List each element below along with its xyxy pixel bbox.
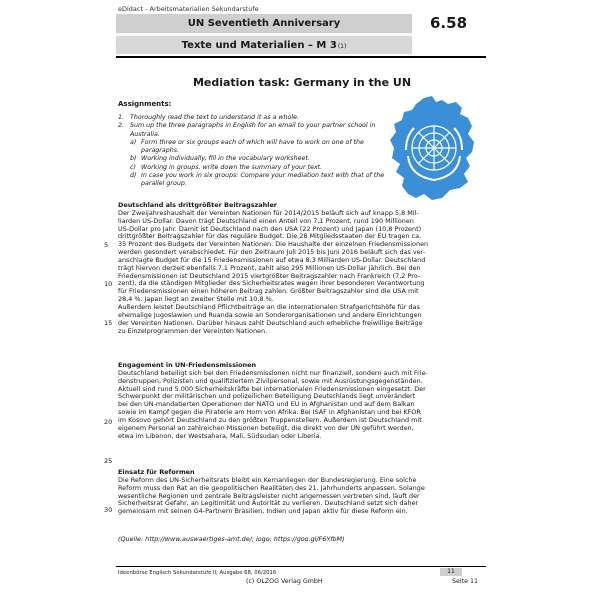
- assignment-subitem: b) Working individually, fill in the vocabulary worksheet.: [130, 155, 310, 163]
- line-number: 25: [104, 457, 113, 465]
- source-citation: (Quelle: http://www.auswaertiges-amt.de/; logo: https://goo.gl/F6YfbM): [118, 535, 345, 543]
- assignments-heading: Assignments:: [118, 100, 172, 108]
- publisher-label: eDidact - Arbeitsmaterialien Sekundarstufe: [118, 5, 259, 13]
- text-line: sowie im Kampf gegen die Piraterie am Horn von Afrika. Bei ISAF in Afghanistan und bei KFOR: [118, 409, 421, 417]
- text-line: für Friedensmissionen einen höheren Beitrag zahlen. Größter Beitragszahler sind die USA mit: [118, 288, 419, 296]
- text-line: 28,4 %. Japan liegt an zweiter Stelle mit 10,8 %.: [118, 296, 274, 304]
- text-line: 35 Prozent des Budgets der Vereinten Nationen. Die Haushalte der einzelnen Friedensmissionen: [118, 241, 429, 249]
- header-subtitle-bar: [116, 36, 412, 54]
- assignment-item: 2. Sum up the three paragraphs in English for an email to your partner school in Australia.: [118, 122, 376, 138]
- header-title-bar: [116, 14, 412, 33]
- assignment-item: 1. Thoroughly read the text to understand it as a whole.: [118, 114, 299, 121]
- text-line: gemeinsam mit seinen G4-Partnern Brasilien, Indien und Japan aktiv für diese Reform ein.: [118, 508, 408, 516]
- text-line: wesentliche Regionen und zentrale Beitragsleister nicht angemessen vertreten sind, läuft der: [118, 492, 420, 500]
- header-subtitle: Texte und Materialien – M 3: [181, 39, 337, 51]
- text-line: Reform muss den Rat an die geopolitischen Realitäten des 21. Jahrhunderts anpassen. Solange: [118, 484, 425, 492]
- footer-rule: [116, 566, 486, 567]
- text-line: trägt hiervon derzeit ebenfalls 7,1 Prozent, zahlt also 295 Millionen US-Dollar jährlich. Bei den: [118, 264, 421, 272]
- header-title: UN Seventieth Anniversary: [187, 18, 341, 29]
- page-code: 6.58: [430, 14, 468, 32]
- text-line: Sicherheitsrat Gefahr, an Legitimität und Autorität zu verlieren. Deutschland setzt sich daher: [118, 500, 419, 508]
- text-line: Deutschland beteiligt sich bei den Friedensmissionen nicht nur finanziell, sondern auch mit Frie-: [118, 369, 428, 377]
- text-line: im Kosovo gehört Deutschland zu den größten Truppenstellern. Außerdem ist Deutschland mit: [118, 416, 422, 424]
- text-line: zu Einzelprogrammen der Vereinten Nationen.: [118, 327, 268, 335]
- section-heading: Einsatz für Reformen: [118, 469, 195, 476]
- text-line: zent), da die ständigen Mitglieder des Sicherheitsrates wegen ihrer besonderen Verantwortung: [118, 280, 425, 288]
- text-line: denstruppen, Polizisten und qualifiziertem Zivilpersonal, sowie mit Ausrüstungsgegenständen.: [118, 377, 423, 385]
- section-heading: Engagement in UN-Friedensmissionen: [118, 362, 257, 369]
- text-line: Der Zweijahreshaushalt der Vereinten Nationen für 2014/2015 beläuft sich auf knapp 5,8 Mil-: [118, 209, 419, 217]
- text-line: anschlagte Budget für die 15 Friedensmissionen auf etwa 8,3 Milliarden US-Dollar. Deutschland: [118, 256, 426, 264]
- section-heading: Deutschland als drittgrößter Beitragszahler: [118, 202, 277, 209]
- text-line: Die Reform des UN-Sicherheitsrats bleibt ein Kernanliegen der Bundesregierung. Eine solche: [118, 476, 417, 484]
- text-line: Aktuell sind rund 5.000 Sicherheitskräfte bei internationalen Friedensmissionen eingesetzt. Der: [118, 385, 426, 393]
- text-line: Friedensmissionen ist Deutschland 2015 viertgrößter Beitragszahler nach Frankreich (7,2 Pro-: [118, 272, 421, 280]
- assignments-list: [118, 114, 403, 189]
- line-number: 30: [104, 506, 113, 514]
- text-line: ehemalige Jugoslawien und Ruanda sowie an Sonderorganisationen und andere Einrichtungen: [118, 311, 422, 319]
- header-subtitle-suffix: (1): [337, 42, 347, 50]
- text-line: werden gesondert verabschiedet. Für den Zeitraum Juli 2015 bis Juni 2016 beläuft sich das ver-: [118, 249, 426, 257]
- text-line: bei den UN-mandatierten Operationen der NATO und EU in Afghanistan und auf dem Balkan: [118, 401, 415, 409]
- text-line: US-Dollar pro Jahr. Damit ist Deutschland nach den USA (22 Prozent) und Japan (10,8 Prozent): [118, 225, 422, 233]
- text-line: der Vereinten Nationen. Darüber hinaus zahlt Deutschland auch erhebliche freiwillige Beiträge: [118, 319, 423, 327]
- line-number: 10: [104, 280, 113, 288]
- text-line: drittgrößter Beitragszahler für das reguläre Budget. Die 28 Mitgliedsstaaten der EU tragen ca.: [118, 233, 422, 241]
- section-peace-missions: [118, 362, 486, 440]
- line-number: 20: [104, 418, 113, 426]
- footer-copyright: (c) OLZOG Verlag GmbH: [246, 578, 323, 585]
- line-number: 5: [104, 241, 109, 249]
- section-contributions: [118, 202, 486, 335]
- header-rule: [116, 56, 486, 58]
- footer-page-label: Seite 11: [452, 578, 478, 585]
- text-line: Außerdem leistet Deutschland Pflichtbeiträge an die internationalen Strafgerichtshöfe für das: [118, 303, 420, 311]
- assignment-subitem: d) In case you work in six groups: Compare your mediation text with that of the parallel group.: [130, 172, 385, 188]
- text-line: Schwerpunkt der militärischen und polizeilichen Beteiligung Deutschlands liegt unverändert: [118, 393, 416, 401]
- text-line: liarden US-Dollar. Davon trägt Deutschland einen Anteil von 7,1 Prozent, rund 190 Millionen: [118, 217, 414, 225]
- section-reforms: [118, 469, 486, 516]
- assignment-subitem: a) Form three or six groups each of which will have to work on one of the paragraphs.: [130, 138, 364, 155]
- footer-publication: Ideenbörse Englisch Sekundarstufe II, Ausgabe 68, 06/2016: [118, 570, 277, 576]
- document-title: Mediation task: Germany in the UN: [192, 76, 412, 89]
- assignment-subitem: c) Working in groups, write down the summary of your text.: [130, 163, 323, 171]
- germany-un-map-icon: [380, 96, 488, 202]
- text-line: etwa im Libanon, der Westsahara, Mali, Südsudan oder Liberia.: [118, 432, 322, 440]
- footer-page-box: 11: [440, 568, 462, 576]
- text-line: eigenem Personal an zahlreichen Missionen beteiligt, die direkt von der UN geführt werden,: [118, 424, 414, 432]
- line-number: 15: [104, 319, 113, 327]
